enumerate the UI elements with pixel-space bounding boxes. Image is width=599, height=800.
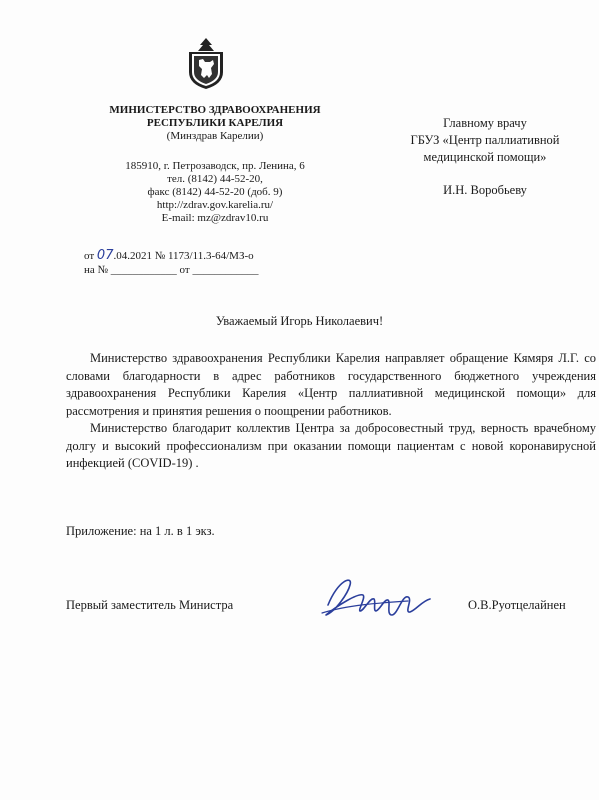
ministry-address: 185910, г. Петрозаводск, пр. Ленина, 6 (125, 160, 305, 172)
recipient-line3: медицинской помощи» (423, 150, 547, 164)
letter-body (66, 350, 596, 473)
ref-from-label: от (179, 264, 190, 276)
date-from-prefix: от (84, 250, 95, 262)
recipient-name: И.Н. Воробьеву (443, 183, 527, 197)
ministry-title-line2: РЕСПУБЛИКИ КАРЕЛИЯ (146, 117, 284, 129)
recipient-block (375, 115, 595, 199)
recipient-line2: ГБУЗ «Центр паллиативной (410, 133, 560, 147)
ministry-phone: тел. (8142) 44-52-20, (167, 173, 263, 185)
ministry-email-link[interactable]: E-mail: mz@zdrav10.ru (161, 212, 269, 224)
handwritten-signature (318, 575, 438, 625)
ref-blank-1: ____________ (110, 264, 177, 276)
signatory-name: О.В.Руотцелайнен (468, 598, 566, 612)
date-day-handwritten: 07 (96, 248, 114, 263)
signatory-position: Первый заместитель Министра (66, 598, 234, 612)
karelia-coat-of-arms-icon (183, 38, 229, 90)
ref-blank-2: ____________ (192, 264, 259, 276)
body-paragraph-1: Министерство здравоохранения Республики Карелия направляет обращение Кямяря Л.Г. со словами благодарности в адрес работников государственного бюджетного учреждения здравоохранения Республики Карелия «Центр паллиативной медицинской помощи» для рассмотрения и принятия решения о поощрении работников. (66, 351, 596, 418)
recipient-line1: Главному врачу (443, 116, 527, 130)
attachment-note: Приложение: на 1 л. в 1 экз. (66, 524, 215, 538)
ref-to-label: на № (84, 264, 109, 276)
ministry-short-name: (Минздрав Карелии) (166, 130, 264, 142)
greeting: Уважаемый Игорь Николаевич! (215, 314, 384, 328)
ministry-fax: факс (8142) 44-52-20 (доб. 9) (147, 186, 283, 198)
ministry-title-line1: МИНИСТЕРСТВО ЗДРАВООХРАНЕНИЯ (109, 104, 321, 116)
date-rest: .04.2021 № 1173/11.3-64/МЗ-о (113, 250, 254, 262)
ministry-header (100, 104, 330, 225)
body-paragraph-2: Министерство благодарит коллектив Центра за добросовестный труд, верность врачебному долгу и высокий профессионализм при оказании помощи пациентам с новой коронавирусной инфекцией (COVID-19) . (66, 421, 596, 470)
document-dateline (84, 249, 258, 277)
ministry-website-link[interactable]: http://zdrav.gov.karelia.ru/ (156, 199, 274, 211)
